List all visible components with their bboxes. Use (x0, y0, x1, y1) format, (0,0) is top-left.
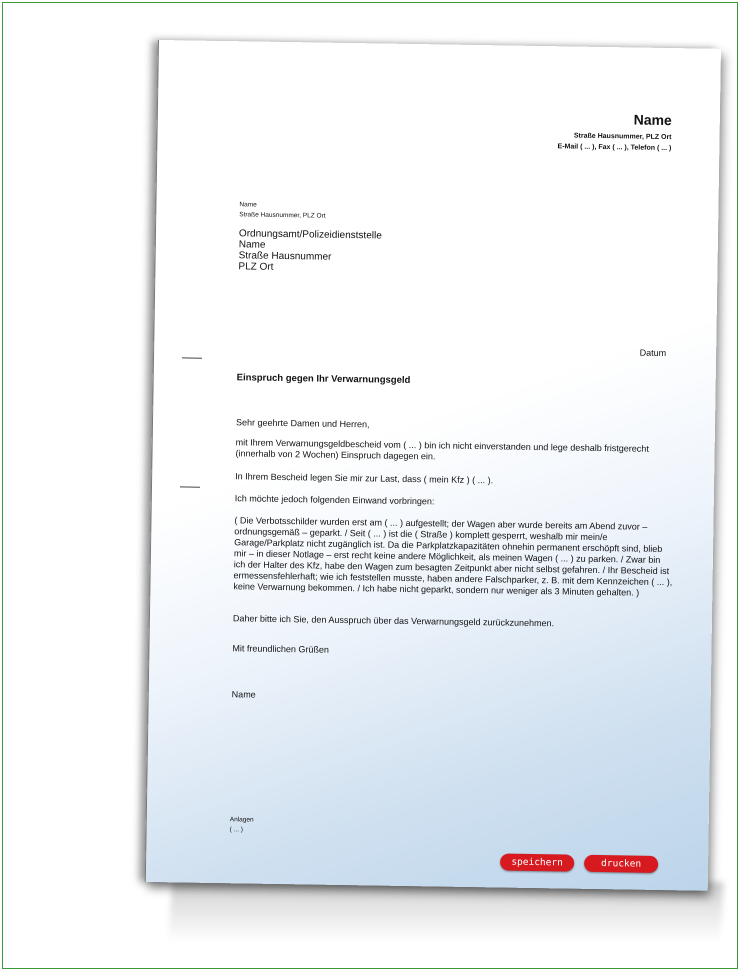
return-name: Name (239, 201, 257, 209)
paragraph-request: Daher bitte ich Sie, den Ausspruch über das Verwarnungsgeld zurückzunehmen. (232, 613, 555, 629)
save-button[interactable]: speichern (500, 853, 574, 871)
sender-contact: E-Mail ( ... ), Fax ( ... ), Telefon ( ... ) (557, 143, 672, 153)
sender-name: Name (633, 111, 672, 129)
attachments-label: Anlagen (229, 816, 254, 824)
letter-subject: Einspruch gegen Ihr Verwarnungsgeld (236, 372, 411, 387)
attachments-value: ( ... ) (229, 826, 244, 834)
recipient-line-2: Name (238, 239, 266, 251)
return-street: Straße Hausnummer, PLZ Ort (239, 211, 326, 220)
closing: Mit freundlichen Grüßen (232, 643, 330, 655)
fold-mark-top (182, 357, 202, 358)
recipient-line-3: Straße Hausnummer (238, 250, 332, 263)
recipient-line-1: Ordnungsamt/Polizeidienststelle (238, 228, 382, 242)
letter-sheet (145, 40, 721, 891)
paragraph-accusation: In Ihrem Bescheid legen Sie mir zur Last, dass ( mein Kfz ) ( ... ). (235, 471, 494, 486)
sender-address: Straße Hausnummer, PLZ Ort (573, 132, 672, 142)
date-label: Datum (639, 347, 667, 359)
recipient-line-4: PLZ Ort (238, 261, 274, 273)
paragraph-intro-argument: Ich möchte jedoch folgenden Einwand vorbringen: (234, 493, 435, 507)
fold-mark-middle (180, 486, 200, 487)
signature-name: Name (231, 689, 256, 700)
salutation: Sehr geehrte Damen und Herren, (235, 417, 370, 430)
paragraph-objection: mit Ihrem Verwarnungsgeldbescheid vom ( ... ) bin ich nicht einverstanden und lege deshalb fristgerecht (innerhalb von 2 Wochen) Einspruch dagegen ein. (235, 437, 649, 462)
print-button[interactable]: drucken (584, 855, 658, 873)
paragraph-argument: ( Die Verbotsschilder wurden erst am ( ... ) aufgestellt; der Wagen aber wurde bereits am Abend zuvor – ordnungsgemäß – geparkt. / Seit ( ... ) ist die ( Straße ) komplett gesperrt, weshalb mir mein/e Garage/Parkplatz nicht zugänglich ist. Da die Parkplatzkapazitäten ohnehin permanent erschöpft sind, blieb mir – in dieser Notlage – erst recht keine andere Möglichkeit, als meinen Wagen ( ... ) zu parken. / Zwar bin ich der Halter des Kfz, habe den Wagen zum besagten Zeitpunkt aber nicht selbst gefahren. / Ihr Bescheid ist ermessensfehlerhaft; wie ich feststellen musste, haben andere Falschparker, z. B. mit dem Kennzeichen ( ... ), keine Verwarnung bekommen. / Ich habe nicht geparkt, sondern nur weniger als 3 Minuten gehalten. ) (233, 515, 673, 598)
